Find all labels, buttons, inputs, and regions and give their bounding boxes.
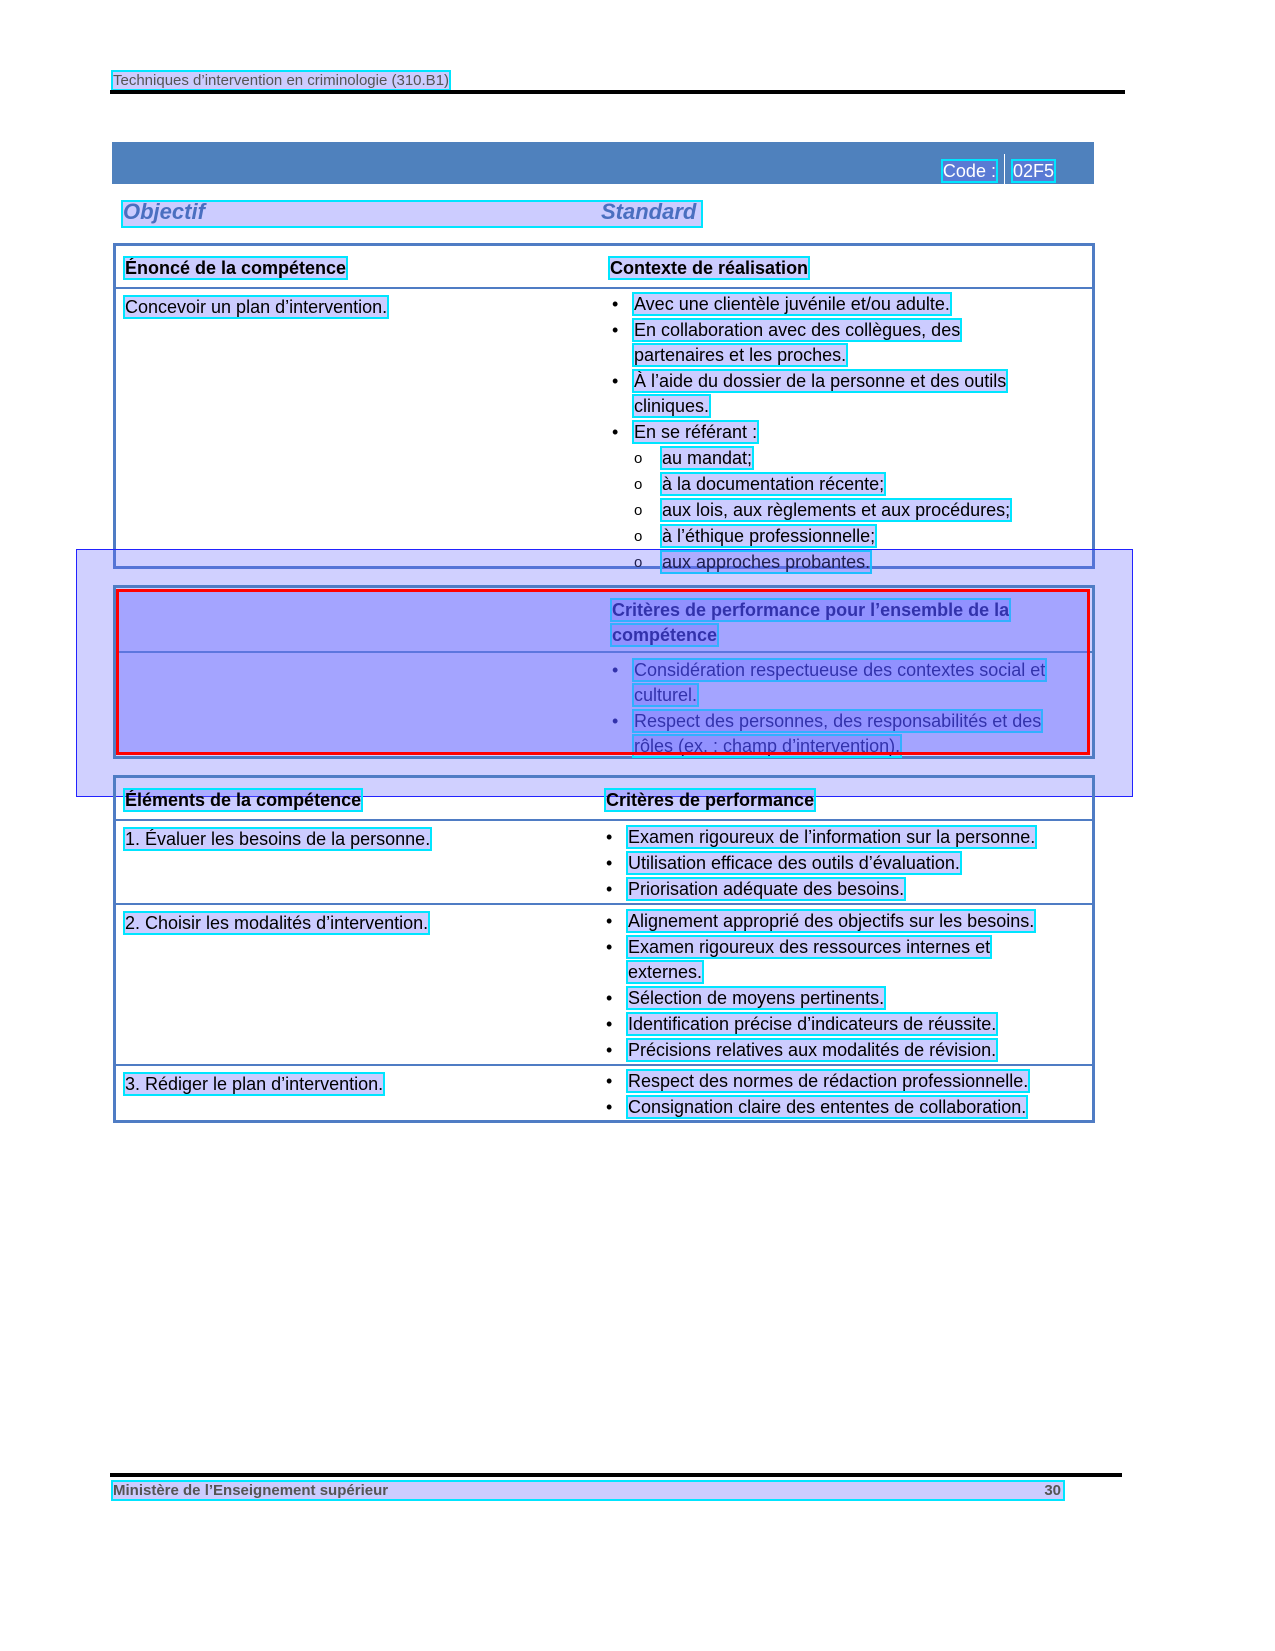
- footer-rule: [110, 1473, 1122, 1477]
- list-item: • Respect des personnes, des responsabilités et des rôles (ex. : champ d’intervention).: [612, 709, 1082, 759]
- sub-list-item: o à l’éthique professionnelle;: [612, 524, 1052, 549]
- header-title: Techniques d’intervention en criminologie (310.B1): [113, 72, 450, 89]
- competence-table: [113, 243, 1095, 572]
- col-header-criteres: Critères de performance: [606, 790, 815, 810]
- header-rule: [110, 90, 1125, 94]
- objectif-heading: Objectif: [123, 199, 205, 224]
- page-number: 30: [1044, 1482, 1061, 1499]
- list-item: • Examen rigoureux de l’information sur la personne.: [606, 825, 1086, 850]
- standard-heading: Standard: [601, 199, 697, 224]
- sub-list-item: o aux lois, aux règlements et aux procédures;: [612, 498, 1052, 523]
- elements-table: [113, 775, 1095, 1123]
- sub-list-item: o au mandat;: [612, 446, 1052, 471]
- criteria-list-3: [606, 1069, 1086, 1121]
- criteria-list-1: [606, 825, 1086, 903]
- global-criteria-header: Critères de performance pour l’ensemble de la compétence: [612, 600, 1010, 645]
- list-item: • Considération respectueuse des contextes social et culturel.: [612, 658, 1082, 708]
- list-item: • Sélection de moyens pertinents.: [606, 986, 1046, 1011]
- footer-ministry: Ministère de l’Enseignement supérieur: [113, 1482, 389, 1499]
- col-header-contexte: Contexte de réalisation: [610, 258, 809, 278]
- list-item: • Consignation claire des ententes de collaboration.: [606, 1095, 1086, 1120]
- col-header-elements: Éléments de la compétence: [125, 790, 362, 810]
- list-item: • Utilisation efficace des outils d’évaluation.: [606, 851, 1086, 876]
- list-item: • Précisions relatives aux modalités de révision.: [606, 1038, 1046, 1063]
- sub-list-item: o à la documentation récente;: [612, 472, 1052, 497]
- list-item: • À l’aide du dossier de la personne et des outils cliniques.: [612, 369, 1052, 419]
- list-item: • Priorisation adéquate des besoins.: [606, 877, 1086, 902]
- criteria-list-2: [606, 909, 1046, 1064]
- list-item: • En collaboration avec des collègues, des partenaires et les proches.: [612, 318, 1052, 368]
- list-item: • En se référant :: [612, 420, 1052, 445]
- list-item: • Examen rigoureux des ressources internes et externes.: [606, 935, 1046, 985]
- element-1: 1. Évaluer les besoins de la personne.: [125, 829, 431, 849]
- sub-list-item: o aux approches probantes.: [612, 550, 1052, 575]
- code-band: [112, 142, 1094, 184]
- footer: [113, 1482, 1063, 1499]
- list-item: • Respect des normes de rédaction professionnelle.: [606, 1069, 1086, 1094]
- element-3: 3. Rédiger le plan d’intervention.: [125, 1074, 384, 1094]
- competence-statement: Concevoir un plan d’intervention.: [125, 297, 388, 317]
- element-2: 2. Choisir les modalités d’intervention.: [125, 913, 429, 933]
- list-item: • Avec une clientèle juvénile et/ou adulte.: [612, 292, 1052, 317]
- col-header-enonce: Énoncé de la compétence: [125, 258, 347, 278]
- list-item: • Identification précise d’indicateurs de réussite.: [606, 1012, 1046, 1037]
- contexte-list: [612, 292, 1052, 576]
- highlighted-region: [116, 589, 1090, 755]
- code: Code : 02F5: [943, 154, 1054, 190]
- list-item: • Alignement approprié des objectifs sur les besoins.: [606, 909, 1046, 934]
